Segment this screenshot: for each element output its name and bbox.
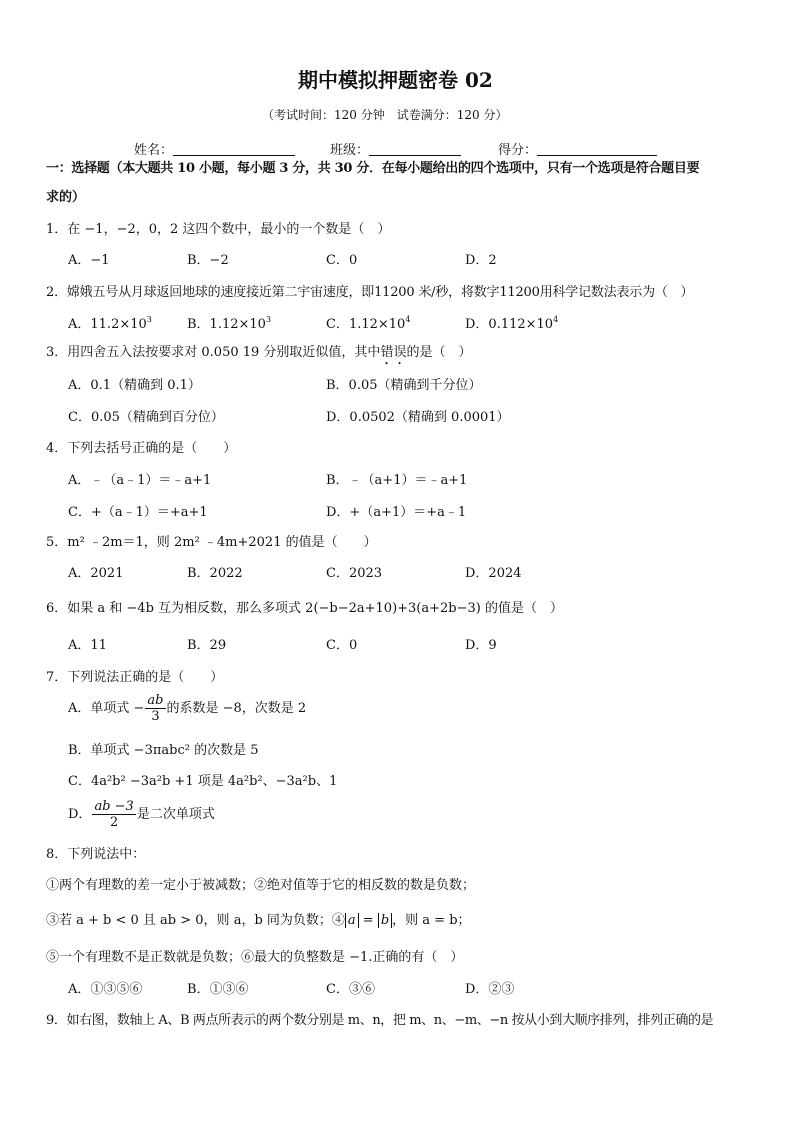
- section-heading-line2: 求的）: [46, 190, 86, 205]
- q1-option-d: D．2: [465, 253, 497, 268]
- q6-stem: 6．如果 a 和 −4b 互为相反数，那么多项式 2(−b−2a+10)+3(a+2b−3) 的值是（ ）: [46, 601, 563, 616]
- q5-option-c: C．2023: [326, 566, 383, 581]
- q4-option-a: A．﹣（a﹣1）＝﹣a+1: [68, 473, 212, 488]
- q2-option-a: A．$11.2\times 10^3$: [68, 315, 152, 332]
- q6-option-d: D．9: [465, 638, 497, 653]
- class-field: [330, 142, 461, 157]
- q8-option-b: B．①③⑥: [187, 982, 249, 997]
- q2-stem: 2．嫦娥五号从月球返回地球的速度接近第二宇宙速度，即11200 米/秒，将数字11200用科学记数法表示为（ ）: [46, 285, 694, 300]
- q8-stem: 8．下列说法中：: [46, 847, 146, 862]
- exam-info: （考试时间：120 分钟 试卷满分：120 分）: [262, 108, 508, 122]
- q2-option-b: B．$1.12\times 10^3$: [187, 315, 272, 332]
- q3-option-c: C．0.05（精确到百分位）: [68, 410, 224, 425]
- abs-a: a: [345, 913, 359, 928]
- class-blank: [369, 142, 461, 156]
- q6-option-c: C．0: [326, 638, 358, 653]
- q3-option-b: B．0.05（精确到千分位）: [326, 378, 482, 393]
- q1-option-b: B．−2: [187, 253, 229, 268]
- q1-stem: 1．在 −1，−2，0，2 这四个数中，最小的一个数是（ ）: [46, 222, 391, 237]
- q8-statement-5-6: ⑤一个有理数不是正数就是负数；⑥最大的负整数是 −1.正确的有（ ）: [46, 950, 464, 965]
- score-field: [498, 142, 657, 157]
- q5-option-b: B．2022: [187, 566, 243, 581]
- q5-option-d: D．2024: [465, 566, 522, 581]
- q5-option-a: A．2021: [68, 566, 124, 581]
- q4-stem: 4．下列去括号正确的是（ ）: [46, 441, 237, 456]
- q7-option-b: B．单项式 −3πabc² 的次数是 5: [68, 743, 259, 758]
- q7-option-c: C．4a²b² −3a²b +1 项是 4a²b²、−3a²b、1: [68, 774, 338, 789]
- q1-option-a: A．−1: [68, 253, 110, 268]
- q3-option-a: A．0.1（精确到 0.1）: [68, 378, 201, 393]
- q4-option-c: C．+（a﹣1）＝+a+1: [68, 505, 208, 520]
- q6-option-b: B．29: [187, 638, 227, 653]
- q3-emphasis: 错误: [380, 345, 407, 360]
- q8-statement-1-2: ①两个有理数的差一定小于被减数；②绝对值等于它的相反数的数是负数；: [46, 878, 476, 893]
- q2-option-d: D．$0.112\times 10^4$: [465, 315, 559, 332]
- q7-stem: 7．下列说法正确的是（ ）: [46, 670, 224, 685]
- score-label: 得分：: [498, 143, 538, 158]
- q7-option-a: A．单项式 − $\frac{ab}{3}$ 的系数是 −8，次数是 2: [68, 693, 307, 724]
- q6-option-a: A．11: [68, 638, 107, 653]
- q1-option-c: C．0: [326, 253, 358, 268]
- q4-option-b: B．﹣（a+1）＝﹣a+1: [326, 473, 468, 488]
- class-label: 班级：: [330, 143, 370, 158]
- q7-d-fraction: $\frac{ab -3}{2}$: [94, 799, 134, 830]
- name-label: 姓名：: [134, 143, 174, 158]
- q4-option-d: D．+（a+1）＝+a﹣1: [326, 505, 467, 520]
- q8-statement-3-4: ③若 a + b < 0 且 ab > 0，则 a，b 同为负数；④ a = b ，则 a = b；: [46, 913, 471, 928]
- score-blank: [537, 142, 657, 156]
- q9-stem: 9．如右图，数轴上 A、B 两点所表示的两个数分别是 m、n，把 m、n、−m、−n 按从小到大顺序排列，排列正确的是: [46, 1013, 714, 1028]
- section-heading-line1: 一：选择题（本大题共 10 小题，每小题 3 分，共 30 分．在每小题给出的四个选项中，只有一个选项是符合题目要: [46, 161, 700, 176]
- q7-a-fraction: $\frac{ab}{3}$: [147, 693, 164, 724]
- name-blank: [173, 142, 295, 156]
- q3-option-d: D．0.0502（精确到 0.0001）: [326, 410, 510, 425]
- q8-option-d: D．②③: [465, 982, 515, 997]
- q7-option-d: D． $\frac{ab -3}{2}$ 是二次单项式: [68, 799, 215, 830]
- page-title: 期中模拟押题密卷 02: [298, 68, 493, 92]
- q5-stem: 5．m² ﹣2m＝1，则 2m² ﹣4m+2021 的值是（ ）: [46, 535, 377, 550]
- abs-b: b: [378, 913, 392, 928]
- q3-stem: 3．用四舍五入法按要求对 0.050 19 分别取近似值，其中错误的是（ ）: [46, 345, 472, 360]
- q8-option-c: C．③⑥: [326, 982, 375, 997]
- q8-option-a: A．①③⑤⑥: [68, 982, 143, 997]
- q2-option-c: C．$1.12\times 10^4$: [326, 315, 411, 332]
- name-field: [134, 142, 295, 157]
